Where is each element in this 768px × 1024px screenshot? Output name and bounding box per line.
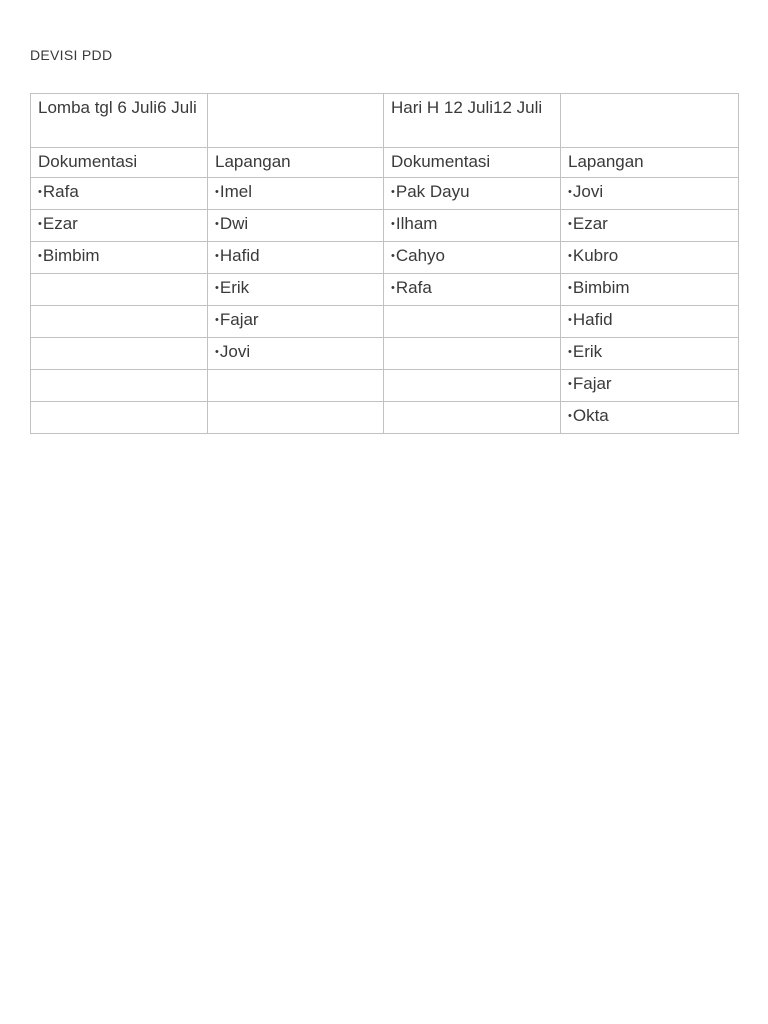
bullet-icon: • [215,314,219,326]
table-cell-hari-h-lapangan [561,274,739,306]
member-name: Rafa [395,278,432,297]
table-cell-lomba-lapangan [208,178,384,210]
bullet-icon: • [568,186,572,198]
table-cell-hari-h-dokumentasi [384,370,561,402]
table-cell-hari-h-lapangan [561,306,739,338]
header-cell-empty [561,94,739,148]
table-row [31,370,739,402]
bullet-icon: • [391,186,395,198]
table-cell-lomba-dokumentasi [31,242,208,274]
table-row [31,402,739,434]
table-subheader-row [31,148,739,178]
member-name: Hafid [219,246,260,265]
table-cell-lomba-lapangan [208,306,384,338]
bullet-icon: • [38,250,42,262]
member-name: Pak Dayu [395,182,470,201]
member-name: Imel [219,182,252,201]
bullet-icon: • [568,378,572,390]
subheader-cell-lapangan: Lapangan [561,148,739,178]
table-cell-lomba-dokumentasi [31,402,208,434]
table-row [31,274,739,306]
subheader-cell-lapangan: Lapangan [208,148,384,178]
schedule-table [30,93,739,434]
bullet-icon: • [38,186,42,198]
bullet-icon: • [391,218,395,230]
table-cell-lomba-lapangan [208,274,384,306]
bullet-icon: • [215,186,219,198]
bullet-icon: • [215,218,219,230]
bullet-icon: • [568,282,572,294]
table-cell-lomba-lapangan [208,210,384,242]
member-name: Ezar [42,214,78,233]
table-cell-lomba-lapangan [208,402,384,434]
bullet-icon: • [568,314,572,326]
table-cell-lomba-lapangan [208,370,384,402]
table-cell-lomba-dokumentasi [31,178,208,210]
member-name: Bimbim [572,278,630,297]
member-name: Cahyo [395,246,445,265]
member-name: Erik [219,278,250,297]
table-cell-lomba-dokumentasi [31,210,208,242]
bullet-icon: • [215,250,219,262]
bullet-icon: • [38,218,42,230]
bullet-icon: • [391,282,395,294]
table-cell-hari-h-lapangan [561,210,739,242]
member-name: Fajar [219,310,259,329]
table-cell-hari-h-dokumentasi [384,178,561,210]
document-title: DEVISI PDD [30,47,113,63]
table-cell-hari-h-lapangan [561,402,739,434]
table-cell-hari-h-lapangan [561,242,739,274]
table-row [31,242,739,274]
member-name: Dwi [219,214,249,233]
bullet-icon: • [215,346,219,358]
table-cell-hari-h-lapangan [561,338,739,370]
schedule-table-body [31,94,739,434]
table-header-row [31,94,739,148]
table-cell-hari-h-dokumentasi [384,306,561,338]
header-cell-empty [208,94,384,148]
member-name: Hafid [572,310,613,329]
member-name: Fajar [572,374,612,393]
table-cell-lomba-dokumentasi [31,274,208,306]
member-name: Ilham [395,214,438,233]
table-cell-lomba-dokumentasi [31,370,208,402]
header-cell-hari-h: Hari H 12 Juli12 Juli [384,94,561,148]
table-cell-hari-h-dokumentasi [384,274,561,306]
member-name: Bimbim [42,246,100,265]
subheader-cell-dokumentasi: Dokumentasi [31,148,208,178]
header-cell-lomba: Lomba tgl 6 Juli6 Juli [31,94,208,148]
bullet-icon: • [568,250,572,262]
table-row [31,178,739,210]
bullet-icon: • [568,410,572,422]
member-name: Rafa [42,182,79,201]
bullet-icon: • [568,218,572,230]
table-cell-hari-h-dokumentasi [384,210,561,242]
table-row [31,306,739,338]
table-row [31,210,739,242]
table-cell-hari-h-lapangan [561,370,739,402]
bullet-icon: • [391,250,395,262]
member-name: Erik [572,342,603,361]
table-cell-lomba-dokumentasi [31,306,208,338]
member-name: Okta [572,406,609,425]
table-cell-hari-h-lapangan [561,178,739,210]
member-name: Ezar [572,214,608,233]
table-row [31,338,739,370]
member-name: Jovi [572,182,604,201]
table-cell-lomba-dokumentasi [31,338,208,370]
table-cell-hari-h-dokumentasi [384,402,561,434]
table-cell-lomba-lapangan [208,338,384,370]
table-cell-hari-h-dokumentasi [384,242,561,274]
bullet-icon: • [568,346,572,358]
table-cell-lomba-lapangan [208,242,384,274]
table-cell-hari-h-dokumentasi [384,338,561,370]
member-name: Kubro [572,246,619,265]
member-name: Jovi [219,342,251,361]
subheader-cell-dokumentasi: Dokumentasi [384,148,561,178]
bullet-icon: • [215,282,219,294]
